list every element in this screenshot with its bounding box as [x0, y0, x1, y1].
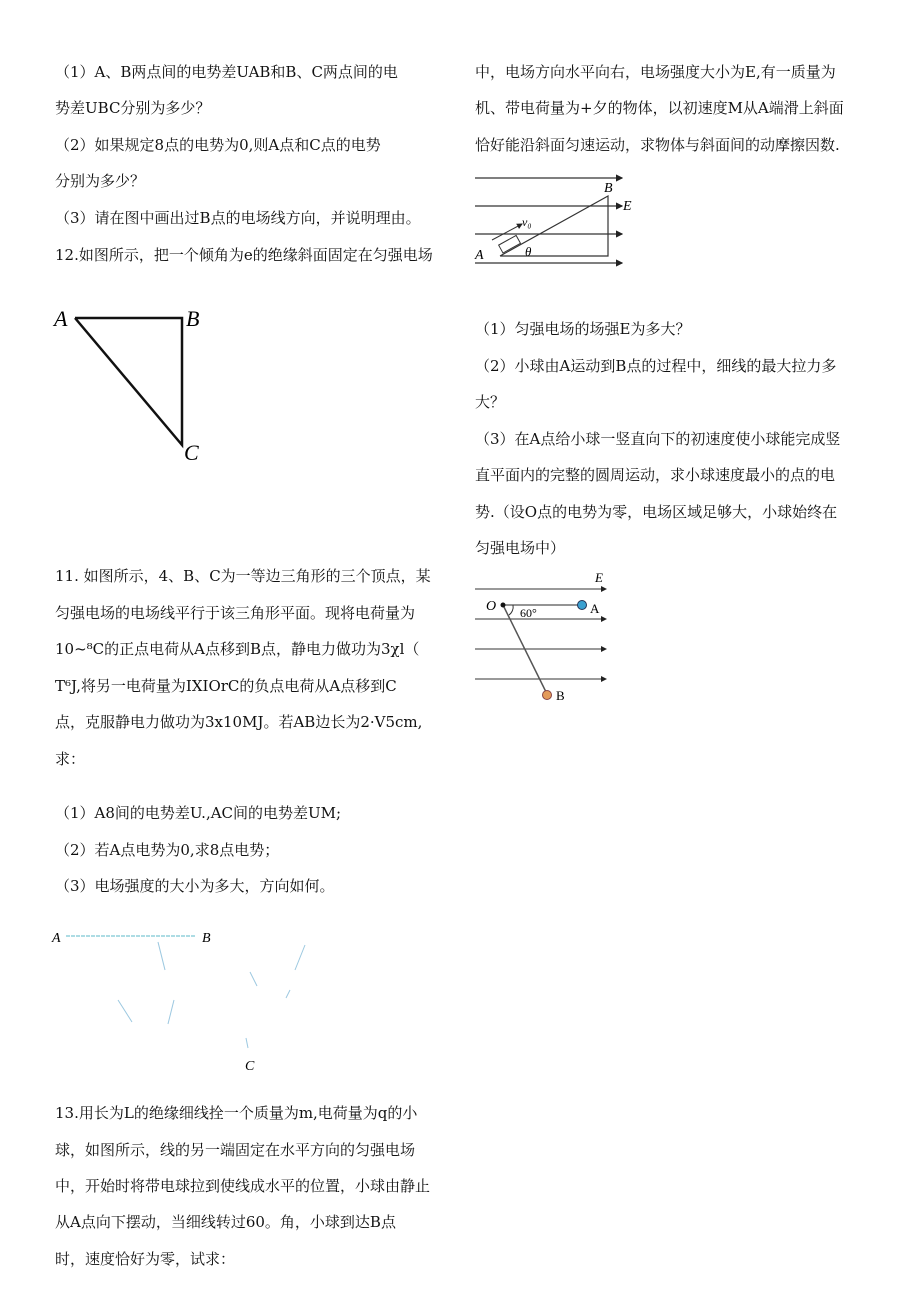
- text-line: （2）小球由A运动到B点的过程中，细线的最大拉力多: [475, 357, 837, 375]
- label-theta: θ: [525, 244, 532, 259]
- text-line: 11. 如图所示，4、B、C为一等边三角形的三个顶点，某: [55, 567, 431, 585]
- text-line: （1）匀强电场的场强E为多大？: [475, 320, 691, 338]
- label-a: A: [52, 931, 61, 946]
- label-c: C: [245, 1059, 255, 1074]
- label-c: C: [184, 440, 199, 465]
- pendulum-figure: [470, 565, 620, 705]
- label-e: E: [595, 570, 603, 585]
- text-line: 球，如图所示，线的另一端固定在水平方向的匀强电场: [55, 1141, 416, 1159]
- label-o: O: [486, 599, 497, 614]
- triangle-figure: [50, 300, 220, 470]
- text-line: 10~⁸C的正点电荷从A点移到B点，静电力做功为3χl（: [55, 640, 420, 658]
- label-v0: v₀: [522, 215, 532, 229]
- text-line: （3）在A点给小球一竖直向下的初速度使小球能完成竖: [475, 430, 841, 448]
- text-line: 匀强电场的电场线平行于该三角形平面。现将电荷量为: [55, 604, 416, 622]
- text-line: 分别为多少？: [55, 172, 146, 190]
- label-e: E: [623, 199, 632, 214]
- text-line: 大？: [475, 393, 506, 411]
- text-line: 势.（设O点的电势为零，电场区域足够大，小球始终在: [475, 503, 838, 521]
- text-line: 匀强电场中）: [475, 539, 566, 557]
- text-line: （1）A8间的电势差U.,AC间的电势差UM;: [55, 804, 342, 822]
- label-b: B: [186, 306, 200, 331]
- text-line: （3）电场强度的大小为多大，方向如何。: [55, 877, 335, 895]
- text-line: （3）请在图中画出过B点的电场线方向，并说明理由。: [55, 209, 421, 227]
- text-line: 点，克服静电力做功为3x10MJ。若AB边长为2·V5cm,: [55, 713, 423, 731]
- text-line: 恰好能沿斜面匀速运动，求物体与斜面间的动摩擦因数.: [475, 136, 840, 154]
- label-a: A: [54, 306, 68, 331]
- label-a: A: [590, 601, 600, 616]
- text-line: T⁶J,将另一电荷量为IXIOrC的负点电荷从A点移到C: [55, 677, 397, 695]
- text-line: 势差UBC分别为多少？: [55, 99, 211, 117]
- incline-figure: [470, 170, 650, 275]
- text-line: 中，开始时将带电球拉到使线成水平的位置，小球由静止: [55, 1177, 431, 1195]
- text-line: 求：: [55, 750, 86, 768]
- text-line: （2）若A点电势为0,求8点电势；: [55, 841, 280, 859]
- label-b: B: [202, 931, 211, 946]
- label-a: A: [475, 248, 484, 263]
- text-line: （1）A、B两点间的电势差UAB和B、C两点间的电: [55, 63, 398, 81]
- text-line: 时，速度恰好为零，试求：: [55, 1250, 236, 1268]
- text-line: （2）如果规定8点的电势为0,则A点和C点的电势: [55, 136, 381, 154]
- text-line: 13.用长为L的绝缘细线拴一个质量为m,电荷量为q的小: [55, 1104, 418, 1122]
- text-line: 从A点向下摆动，当细线转过60。角，小球到达B点: [55, 1213, 396, 1231]
- text-line: 机、带电荷量为+夕的物体，以初速度M从A端滑上斜面: [475, 99, 844, 117]
- label-b: B: [604, 181, 613, 196]
- label-b: B: [556, 688, 565, 703]
- label-angle: 60°: [520, 606, 537, 620]
- equilateral-triangle-figure: [50, 920, 320, 1080]
- text-line: 中，电场方向水平向右，电场强度大小为E,有一质量为: [475, 63, 836, 81]
- text-line: 直平面内的完整的圆周运动，求小球速度最小的点的电: [475, 466, 836, 484]
- text-line: 12.如图所示，把一个倾角为e的绝缘斜面固定在匀强电场: [55, 246, 433, 264]
